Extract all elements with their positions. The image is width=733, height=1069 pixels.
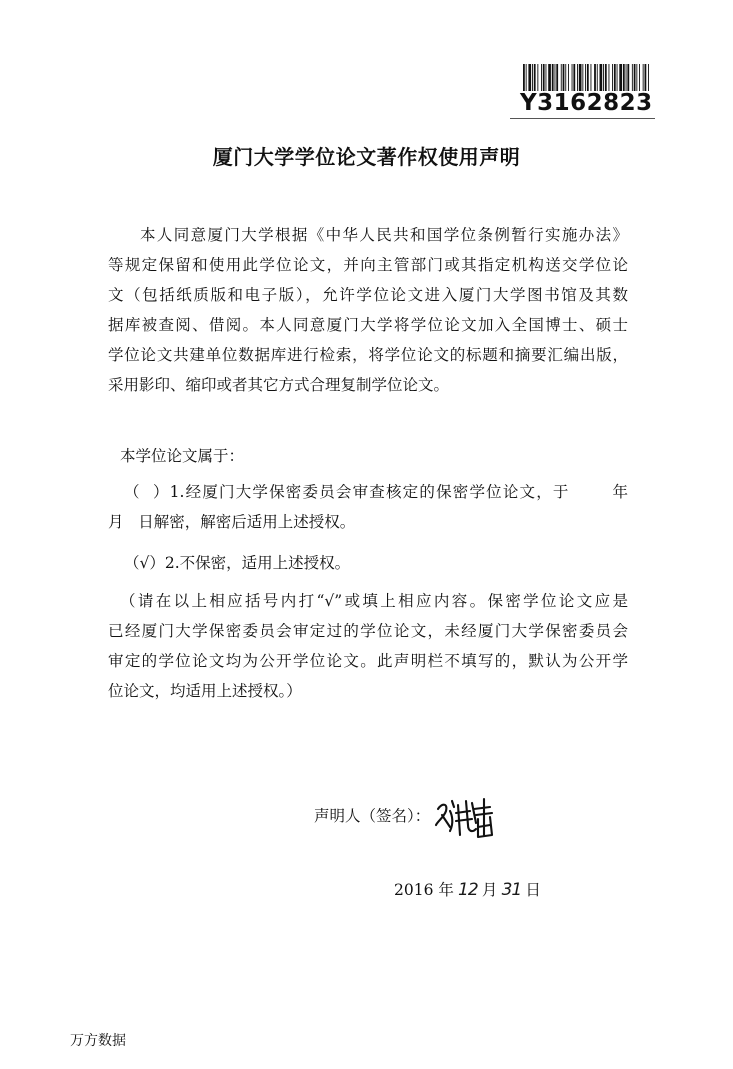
note-line: 已经厦门大学保密委员会审定过的学位论文，未经厦门大学保密委员会 [108, 622, 628, 640]
barcode-bar [632, 64, 633, 91]
intro-paragraph [108, 220, 628, 400]
barcode-bar [591, 64, 592, 91]
barcode-bar [605, 64, 607, 91]
barcode-bar [639, 64, 640, 91]
barcode-bar [526, 64, 527, 91]
barcode-bar [548, 64, 551, 91]
barcode-bar [609, 64, 610, 91]
note-line: （请在以上相应括号内打“√”或填上相应内容。保密学位论文应是 [120, 592, 628, 610]
barcode-bar [643, 64, 644, 91]
note-line: 位论文，均适用上述授权。） [108, 682, 302, 700]
belongs-to-label: 本学位论文属于： [120, 447, 245, 465]
barcode-bar [537, 64, 538, 91]
barcode-bar [636, 64, 637, 91]
barcode-bar [597, 64, 598, 91]
option-not-confidential: （√）2.不保密，适用上述授权。 [124, 554, 351, 572]
barcode [522, 64, 650, 91]
barcode-bar [623, 64, 625, 91]
barcode-bar [587, 64, 589, 91]
barcode-bar [572, 64, 573, 91]
intro-line: 学位论文共建单位数据库进行检索，将学位论文的标题和摘要汇编出版， [108, 346, 628, 364]
barcode-bar [543, 64, 545, 91]
barcode-bar [627, 64, 629, 91]
instructions-note [108, 586, 628, 706]
source-watermark: 万方数据 [70, 1033, 126, 1049]
intro-line: 据库被查阅、借阅。本人同意厦门大学将学位论文加入全国博士、硕士 [108, 316, 628, 334]
date-day-handwritten: 31 [501, 880, 522, 900]
barcode-bar [563, 64, 565, 91]
barcode-bar [573, 64, 575, 91]
barcode-bar [568, 64, 569, 91]
handwritten-signature [432, 795, 498, 843]
barcode-bar [561, 64, 562, 91]
barcode-bar [532, 64, 533, 91]
barcode-bar [556, 64, 558, 91]
page-title: 厦门大学学位论文著作权使用声明 [212, 145, 521, 169]
barcode-underline [510, 118, 655, 119]
barcode-bar [645, 64, 647, 91]
date-day-label: 日 [525, 881, 541, 899]
barcode-bar [603, 64, 604, 91]
barcode-bar [619, 64, 622, 91]
barcode-bar [600, 64, 603, 91]
option-confidential-line: （ ）1.经厦门大学保密委员会审查核定的保密学位论文，于 年 [124, 483, 628, 501]
barcode-bar [579, 64, 582, 91]
barcode-bar [585, 64, 586, 91]
date-month-label: 月 [481, 881, 498, 899]
barcode-bar [577, 64, 578, 91]
barcode-bar [555, 64, 556, 91]
barcode-bar [541, 64, 542, 91]
barcode-bar [546, 64, 547, 91]
date-month-handwritten: 12 [458, 880, 478, 900]
barcode-bar [617, 64, 618, 91]
option-confidential-line: 月 日解密，解密后适用上述授权。 [108, 513, 356, 531]
barcode-bar [534, 64, 536, 91]
barcode-bar [612, 64, 613, 91]
signing-date [394, 875, 541, 905]
barcode-bar [523, 64, 525, 91]
barcode-bar [626, 64, 627, 91]
note-line: 审定的学位论文均为公开学位论文。此声明栏不填写的，默认为公开学 [108, 652, 628, 670]
intro-line: 文（包括纸质版和电子版），允许学位论文进入厦门大学图书馆及其数 [108, 286, 628, 304]
intro-line: 等规定保留和使用此学位论文，并向主管部门或其指定机构送交学位论 [108, 256, 628, 274]
intro-line: 采用影印、缩印或者其它方式合理复制学位论文。 [108, 376, 450, 394]
barcode-number: Y3162823 [520, 90, 653, 116]
barcode-bar [552, 64, 554, 91]
intro-line: 本人同意厦门大学根据《中华人民共和国学位条例暂行实施办法》 [140, 226, 628, 244]
declarant-label: 声明人（签名）： [314, 807, 431, 825]
option-confidential [108, 477, 628, 537]
barcode-bar [614, 64, 616, 91]
date-year: 2016 年 [394, 881, 454, 899]
barcode-bar [634, 64, 636, 91]
barcode-bar [582, 64, 583, 91]
barcode-bar [648, 64, 649, 91]
barcode-bar [565, 64, 566, 91]
barcode-bar [528, 64, 531, 91]
barcode-bar [594, 64, 596, 91]
